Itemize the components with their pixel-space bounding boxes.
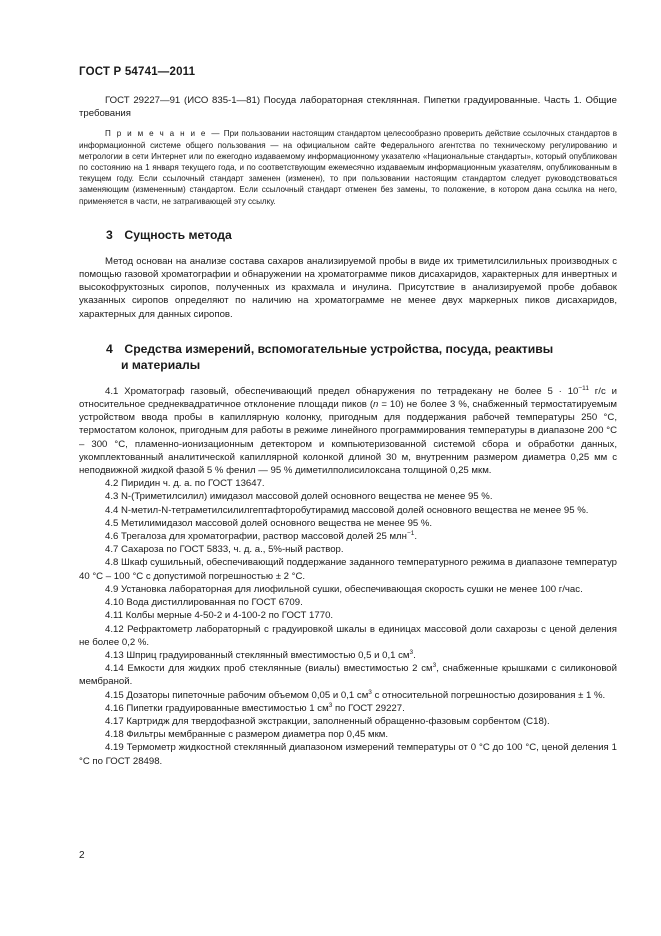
item-4-9: 4.9 Установка лабораторная для лиофильной сушки, обеспечивающая скорость сушки не менее 100 г/час. bbox=[105, 583, 583, 595]
note-text: При пользовании настоящим стандартом целесообразно проверить действие ссылочных стандартов в информационной системе общего пользования — на официальном сайте Федерального агентства по техническому регулированию и метрологии в сети Интернет или по ежегодно издаваемому информационному указателю «Национальные стандарты», который опубликован по состоянию на 1 января текущего года, и по соответствующим ежемесячно издаваемым информационным указателям, опубликованным в текущем году. Если ссылочный стандарт заменен (изменен), то при пользовании настоящим стандартом следует руководствоваться заменяющим (измененным) стандартом. Если ссылочный стандарт отменен без замены, то положение, в котором дана ссылка на него, применяется в части, не затрагивающей эту ссылку. bbox=[79, 129, 617, 206]
item-4-12: 4.12 Рефрактометр лабораторный с градуировкой шкалы в единицах массовой доли сахарозы с ценой деления не более 0,2 %. bbox=[79, 623, 617, 648]
item-4-14-text-b: , снабженные крышками с силиконовой мембраной. bbox=[79, 663, 618, 688]
item-4-14-text-a: 4.14 Емкости для жидких проб стеклянные (виалы) вместимостью 2 см bbox=[105, 663, 433, 675]
page-number: 2 bbox=[79, 850, 85, 861]
item-4-13-text-a: 4.13 Шприц градуированный стеклянный вместимостью 0,5 и 0,1 см bbox=[105, 649, 410, 661]
item-4-15-text-b: с относительной погрешностью дозирования ± 1 %. bbox=[371, 689, 606, 701]
item-4-16-text-b: по ГОСТ 29227. bbox=[332, 702, 405, 714]
item-4-15-text-a: 4.15 Дозаторы пипеточные рабочим объемом 0,05 и 0,1 см bbox=[105, 689, 369, 701]
section-4-heading bbox=[79, 341, 617, 373]
item-4-6 bbox=[79, 530, 617, 543]
item-4-4: 4.4 N-метил-N-тетраметилсилилгептафторобутирамид массовой долей основного вещества не менее 95 %. bbox=[105, 504, 589, 516]
note-label: П р и м е ч а н и е — bbox=[105, 129, 222, 139]
item-4-6-exponent: −1 bbox=[406, 529, 415, 537]
section-4-number: 4 bbox=[106, 341, 113, 356]
item-4-1 bbox=[79, 385, 617, 477]
item-4-14 bbox=[79, 662, 617, 688]
section-3-text: Метод основан на анализе состава сахаров анализируемой пробы в виде их триметилсилильных производных с помощью газовой хроматографии и обнаружении на хроматограмме пиков дисахаридов, характерных для инвертных и высокофруктозных сиропов, полученных из крахмала и инулина. Присутствие в анализируемой пробе добавок указанных сиропов определяют по наличию на хроматограмме не менее двух маркерных пиков дисахаридов, характерных для данных сиропов. bbox=[79, 255, 617, 320]
item-4-5: 4.5 Метилимидазол массовой долей основного вещества не менее 95 %. bbox=[105, 517, 433, 529]
item-4-1-exponent: −11 bbox=[578, 384, 589, 392]
item-4-16-exponent: 3 bbox=[328, 701, 333, 709]
item-4-13-text-b: . bbox=[413, 649, 416, 661]
item-4-3: 4.3 N-(Триметилсилил) имидазол массовой долей основного вещества не менее 95 %. bbox=[105, 491, 493, 503]
reference-gost-29227: ГОСТ 29227—91 (ИСО 835-1—81) Посуда лабораторная стеклянная. Пипетки градуированные. Часть 1. Общие требования bbox=[79, 95, 617, 120]
section-4-title-line1: Средства измерений, вспомогательные устройства, посуда, реактивы bbox=[124, 341, 554, 356]
item-4-18: 4.18 Фильтры мембранные с размером диаметра пор 0,45 мкм. bbox=[105, 729, 389, 741]
item-4-6-text-a: 4.6 Трегалоза для хроматографии, раствор массовой долей 25 млн bbox=[105, 531, 407, 543]
item-4-2: 4.2 Пиридин ч. д. а. по ГОСТ 13647. bbox=[105, 478, 265, 490]
section-3-number: 3 bbox=[106, 227, 113, 242]
document-body bbox=[79, 94, 617, 768]
item-4-19: 4.19 Термометр жидкостной стеклянный диапазоном измерений температуры от 0 °С до 100 °С, ценой деления 1 °С по ГОСТ 28498. bbox=[79, 742, 617, 767]
item-4-1-text-b: г/с и относительное среднеквадратичное отклонение площади пиков ( bbox=[79, 385, 617, 411]
item-4-16 bbox=[79, 702, 617, 715]
item-4-8: 4.8 Шкаф сушильный, обеспечивающий поддержание заданного температурного режима в диапазоне температур 40 °С – 100 °С с допустимой погрешностью ± 2 °С. bbox=[79, 557, 617, 582]
item-4-10: 4.10 Вода дистиллированная по ГОСТ 6709. bbox=[105, 597, 303, 609]
item-4-16-text-a: 4.16 Пипетки градуированные вместимостью 1 см bbox=[105, 702, 329, 714]
item-4-17: 4.17 Картридж для твердофазной экстракции, заполненный обращенно-фазовым сорбентом (С18). bbox=[105, 715, 550, 727]
item-4-14-exponent: 3 bbox=[432, 661, 437, 669]
note-paragraph bbox=[79, 128, 617, 206]
item-4-15-exponent: 3 bbox=[368, 688, 372, 696]
item-4-15 bbox=[79, 689, 617, 702]
item-4-7: 4.7 Сахароза по ГОСТ 5833, ч. д. а., 5%-ный раствор. bbox=[105, 544, 344, 556]
section-4-title-line2: и материалы bbox=[121, 357, 201, 372]
item-4-13 bbox=[79, 649, 617, 662]
section-3-title: Сущность метода bbox=[124, 227, 232, 242]
item-4-1-text-a: 4.1 Хроматограф газовый, обеспечивающий предел обнаружения по тетрадекану не более 5 · 10 bbox=[105, 385, 579, 397]
item-4-1-text-c: = 10) не более 3 %, снабженный термостатируемым устройством ввода пробы в капиллярную колонку, пригодным для поддержания рабочей температуры 250 °С, термостатом колонок, пригодным для работы в режиме линейного программирования температуры в диапазоне 200 °С – 300 °С, пламенно-ионизационным детектором и компьютеризованной системой сбора и обработки данных, укомплектованный аналитической капиллярной колонкой длиной 30 м, внутренним размером диаметра 0,25 мм с неподвижной жидкой фазой 5 % фенил — 95 % диметилполисилоксана толщиной 0,25 мкм. bbox=[79, 399, 617, 477]
section-3-heading bbox=[79, 227, 617, 243]
document-header: ГОСТ Р 54741—2011 bbox=[79, 66, 196, 78]
item-4-13-exponent: 3 bbox=[409, 648, 414, 656]
item-4-11: 4.11 Колбы мерные 4-50-2 и 4-100-2 по ГОСТ 1770. bbox=[105, 610, 334, 622]
item-4-1-n-symbol: n bbox=[373, 399, 379, 411]
item-4-6-text-b: . bbox=[414, 531, 418, 543]
